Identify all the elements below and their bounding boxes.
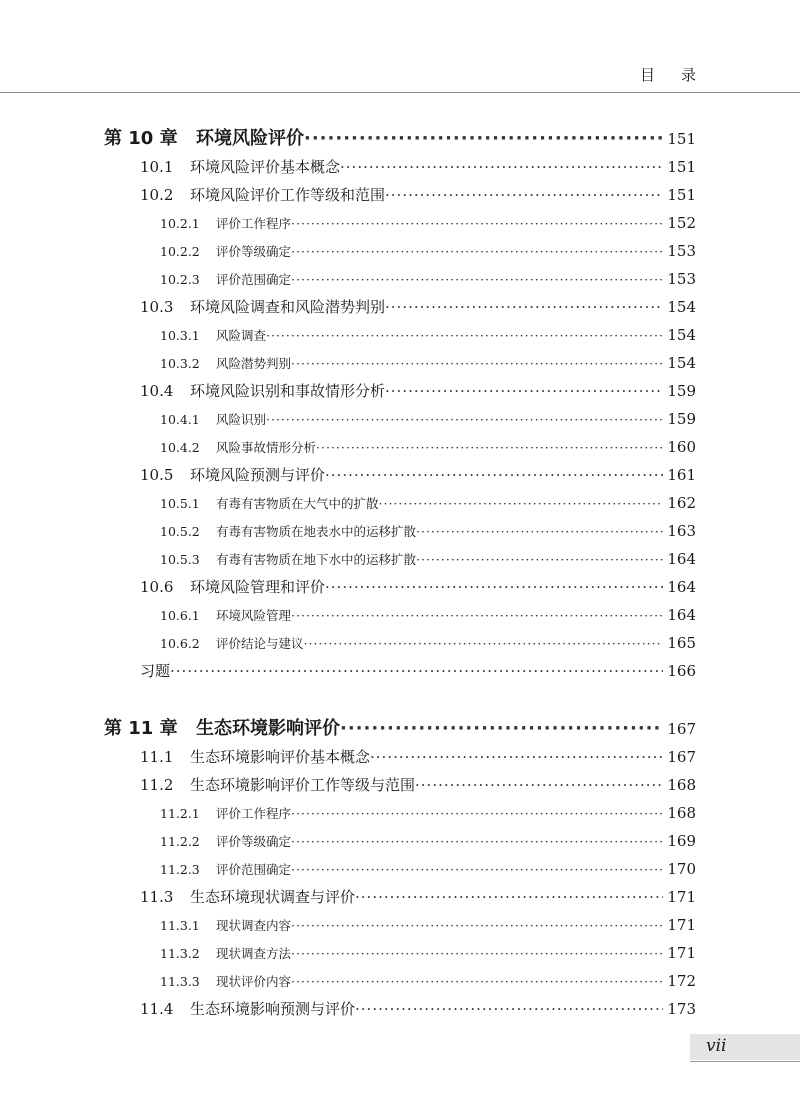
dot-leader — [416, 549, 663, 571]
dot-leader — [416, 521, 663, 543]
toc-entry-sub[interactable] — [160, 548, 696, 570]
toc-entry-number: 10.5 — [140, 466, 174, 484]
toc-entry-number: 10.5.3 — [160, 552, 200, 567]
toc-entry-title: 环境风险识别和事故情形分析 — [190, 382, 386, 400]
dot-leader — [291, 241, 663, 263]
toc-entry-section[interactable] — [140, 296, 696, 318]
toc-entry-page: 151 — [667, 158, 696, 176]
toc-entry-page: 152 — [667, 214, 696, 232]
dot-leader — [291, 605, 663, 627]
toc-entry-sub[interactable] — [160, 604, 696, 626]
toc-entry-chapter[interactable] — [104, 128, 696, 150]
toc-entry-page: 164 — [667, 550, 696, 568]
toc-entry-number: 第 11 章 — [104, 718, 178, 739]
toc-entry-sub[interactable] — [160, 436, 696, 458]
toc-entry-sub[interactable] — [160, 858, 696, 880]
toc-entry-page: 170 — [667, 860, 696, 878]
toc-entry-page: 165 — [667, 634, 696, 652]
toc-entry-number: 11.3.2 — [160, 946, 200, 961]
dot-leader — [325, 576, 663, 598]
dot-leader — [291, 269, 663, 291]
dot-leader — [340, 718, 663, 740]
dot-leader — [291, 971, 663, 993]
toc-entry-sub[interactable] — [160, 324, 696, 346]
toc-entry-sub[interactable] — [160, 970, 696, 992]
toc-entry-section[interactable] — [140, 774, 696, 796]
toc-entry-page: 171 — [667, 916, 696, 934]
toc-entry-ex[interactable] — [140, 660, 696, 682]
dot-leader — [415, 774, 663, 796]
toc-entry-sub[interactable] — [160, 408, 696, 430]
dot-leader — [355, 886, 663, 908]
toc-entry-title: 风险识别 — [216, 412, 267, 427]
dot-leader — [325, 464, 663, 486]
dot-leader — [355, 998, 663, 1020]
header-rule — [0, 92, 800, 93]
toc-entry-title: 有毒有害物质在地下水中的运移扩散 — [216, 552, 417, 567]
toc-entry-number: 第 10 章 — [104, 128, 178, 149]
toc-entry-number: 11.3.3 — [160, 974, 200, 989]
toc-entry-title: 环境风险管理和评价 — [190, 578, 326, 596]
toc-entry-number: 11.3.1 — [160, 918, 200, 933]
toc-entry-number: 10.4.1 — [160, 412, 200, 427]
toc-entry-title: 生态环境影响预测与评价 — [190, 1000, 356, 1018]
toc-entry-title: 现状调查方法 — [216, 946, 292, 961]
toc-entry-title: 环境风险评价 — [196, 128, 304, 149]
dot-leader — [304, 128, 663, 150]
toc-entry-number: 11.3 — [140, 888, 174, 906]
toc-entry-title: 现状评价内容 — [216, 974, 292, 989]
toc-entry-number: 10.6.1 — [160, 608, 200, 623]
toc-entry-title: 有毒有害物质在大气中的扩散 — [216, 496, 379, 511]
toc-entry-page: 169 — [667, 832, 696, 850]
toc-entry-page: 161 — [667, 466, 696, 484]
dot-leader — [170, 660, 663, 682]
toc-entry-number: 10.3.1 — [160, 328, 200, 343]
toc-entry-title: 环境风险评价工作等级和范围 — [190, 186, 386, 204]
toc-entry-number: 11.1 — [140, 748, 174, 766]
toc-entry-page: 151 — [667, 186, 696, 204]
toc-entry-title: 评价工作程序 — [216, 806, 292, 821]
dot-leader — [291, 213, 663, 235]
toc-entry-number: 10.6.2 — [160, 636, 200, 651]
toc-entry-title: 评价工作程序 — [216, 216, 292, 231]
toc-entry-page: 160 — [667, 438, 696, 456]
toc-entry-page: 166 — [667, 662, 696, 680]
toc-entry-number: 10.1 — [140, 158, 174, 176]
toc-entry-number: 10.2.2 — [160, 244, 200, 259]
dot-leader — [370, 746, 663, 768]
toc-entry-page: 171 — [667, 944, 696, 962]
toc-entry-title: 环境风险评价基本概念 — [190, 158, 341, 176]
toc-entry-number: 10.2 — [140, 186, 174, 204]
toc-entry-title: 风险事故情形分析 — [216, 440, 317, 455]
toc-entry-sub[interactable] — [160, 352, 696, 374]
toc-entry-page: 153 — [667, 270, 696, 288]
toc-entry-sub[interactable] — [160, 802, 696, 824]
toc-entry-page: 159 — [667, 382, 696, 400]
toc-entry-sub[interactable] — [160, 830, 696, 852]
toc-entry-number: 10.5.2 — [160, 524, 200, 539]
toc-entry-title: 生态环境影响评价基本概念 — [190, 748, 371, 766]
dot-leader — [385, 296, 663, 318]
toc-entry-title: 评价等级确定 — [216, 244, 292, 259]
dot-leader — [291, 803, 663, 825]
footer-rule — [690, 1061, 800, 1062]
toc-entry-title: 有毒有害物质在地表水中的运移扩散 — [216, 524, 417, 539]
dot-leader — [266, 325, 663, 347]
dot-leader — [291, 831, 663, 853]
dot-leader — [316, 437, 663, 459]
dot-leader — [291, 353, 663, 375]
toc-entry-number: 10.2.3 — [160, 272, 200, 287]
toc-entry-number: 10.4 — [140, 382, 174, 400]
toc-entry-page: 154 — [667, 354, 696, 372]
dot-leader — [304, 633, 664, 655]
toc-entry-section[interactable] — [140, 464, 696, 486]
toc-entry-section[interactable] — [140, 184, 696, 206]
dot-leader — [291, 859, 663, 881]
toc-entry-number: 10.3 — [140, 298, 174, 316]
toc-entry-page: 168 — [667, 776, 696, 794]
toc-entry-sub[interactable] — [160, 942, 696, 964]
toc-entry-title: 习题 — [140, 662, 171, 680]
toc-entry-section[interactable] — [140, 576, 696, 598]
toc-entry-title: 生态环境现状调查与评价 — [190, 888, 356, 906]
dot-leader — [385, 380, 663, 402]
toc-entry-title: 评价结论与建议 — [216, 636, 304, 651]
page-number: vii — [706, 1036, 727, 1056]
toc-entry-number: 10.5.1 — [160, 496, 200, 511]
toc-entry-page: 151 — [667, 130, 696, 148]
toc-entry-title: 生态环境影响评价工作等级与范围 — [190, 776, 416, 794]
toc-entry-page: 167 — [667, 748, 696, 766]
toc-entry-title: 环境风险调查和风险潜势判别 — [190, 298, 386, 316]
toc-entry-number: 11.4 — [140, 1000, 174, 1018]
toc-entry-chapter[interactable] — [104, 718, 696, 740]
toc-entry-number: 11.2.1 — [160, 806, 200, 821]
toc-entry-section[interactable] — [140, 998, 696, 1020]
toc-entry-section[interactable] — [140, 380, 696, 402]
toc-entry-title: 环境风险预测与评价 — [190, 466, 326, 484]
toc-entry-page: 162 — [667, 494, 696, 512]
toc-entry-title: 风险潜势判别 — [216, 356, 292, 371]
toc-entry-sub[interactable] — [160, 240, 696, 262]
toc-entry-page: 164 — [667, 606, 696, 624]
dot-leader — [291, 943, 663, 965]
toc-entry-page: 163 — [667, 522, 696, 540]
toc-entry-number: 10.2.1 — [160, 216, 200, 231]
toc-entry-page: 153 — [667, 242, 696, 260]
dot-leader — [379, 493, 664, 515]
toc-entry-title: 生态环境影响评价 — [196, 718, 340, 739]
toc-entry-number: 11.2.2 — [160, 834, 200, 849]
toc-entry-page: 154 — [667, 298, 696, 316]
toc-entry-page: 171 — [667, 888, 696, 906]
toc-entry-page: 172 — [667, 972, 696, 990]
toc-entry-sub[interactable] — [160, 492, 696, 514]
toc-entry-title: 现状调查内容 — [216, 918, 292, 933]
dot-leader — [340, 156, 663, 178]
toc-entry-page: 173 — [667, 1000, 696, 1018]
toc-entry-sub[interactable] — [160, 268, 696, 290]
running-head: 目录 — [639, 66, 722, 84]
toc-entry-number: 10.6 — [140, 578, 174, 596]
toc-entry-title: 评价范围确定 — [216, 862, 292, 877]
dot-leader — [291, 915, 663, 937]
toc-entry-number: 10.4.2 — [160, 440, 200, 455]
dot-leader — [385, 184, 663, 206]
toc-entry-sub[interactable] — [160, 520, 696, 542]
toc-entry-title: 环境风险管理 — [216, 608, 292, 623]
toc-entry-sub[interactable] — [160, 212, 696, 234]
toc-entry-section[interactable] — [140, 886, 696, 908]
toc-entry-section[interactable] — [140, 746, 696, 768]
toc-entry-sub[interactable] — [160, 914, 696, 936]
toc-entry-page: 167 — [667, 720, 696, 738]
toc-entry-number: 11.2 — [140, 776, 174, 794]
dot-leader — [266, 409, 663, 431]
toc-entry-number: 11.2.3 — [160, 862, 200, 877]
toc-entry-title: 评价范围确定 — [216, 272, 292, 287]
toc-entry-number: 10.3.2 — [160, 356, 200, 371]
toc-entry-title: 风险调查 — [216, 328, 267, 343]
toc-entry-section[interactable] — [140, 156, 696, 178]
toc-entry-title: 评价等级确定 — [216, 834, 292, 849]
toc-entry-page: 168 — [667, 804, 696, 822]
toc-entry-page: 154 — [667, 326, 696, 344]
toc-entry-page: 159 — [667, 410, 696, 428]
toc-entry-sub[interactable] — [160, 632, 696, 654]
toc-entry-page: 164 — [667, 578, 696, 596]
